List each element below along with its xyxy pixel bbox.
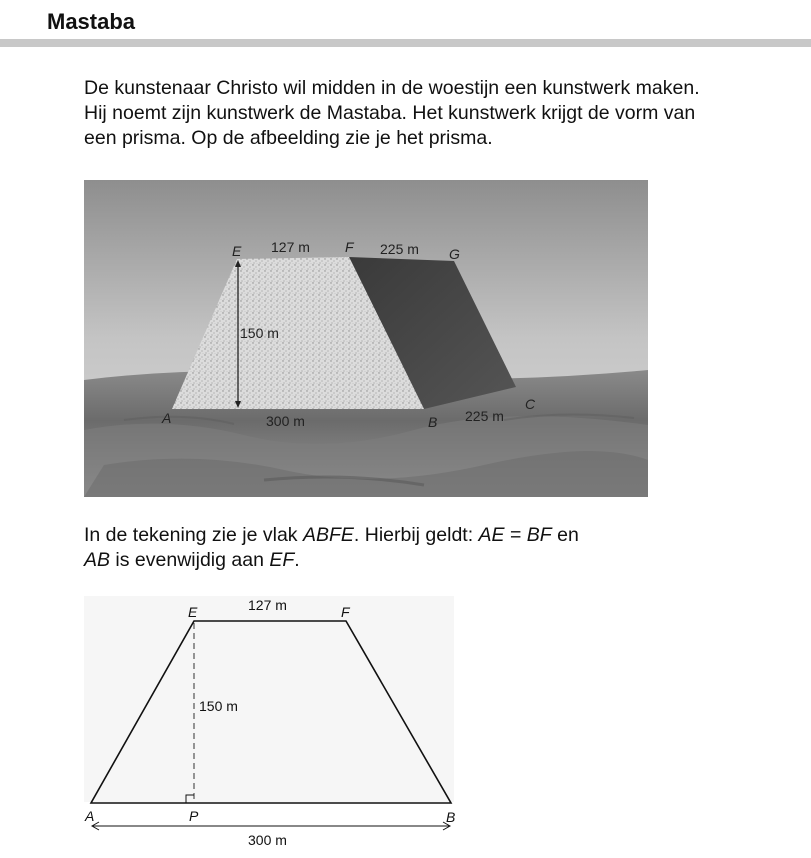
term-ef: EF	[269, 549, 295, 571]
drawing-vertex-e: E	[188, 604, 198, 620]
term-abfe: ABFE	[302, 524, 354, 546]
photo-vertex-c: C	[525, 396, 536, 412]
drawing-dim-ab: 300 m	[248, 832, 287, 848]
photo-vertex-e: E	[232, 243, 242, 259]
description-line-1: In de tekening zie je vlak ABFE. Hierbij geldt: AE = BF en	[84, 524, 579, 546]
description-text	[84, 523, 704, 573]
photo-vertex-b: B	[428, 414, 438, 430]
photo-dim-height: 150 m	[240, 325, 279, 341]
page-title: Mastaba	[47, 9, 136, 34]
term-bf: BF	[526, 524, 552, 546]
drawing-dim-height: 150 m	[199, 698, 238, 714]
photo-dim-ef: 127 m	[271, 239, 310, 255]
drawing-vertex-p: P	[189, 808, 199, 824]
mastaba-photo	[84, 180, 648, 497]
intro-line-3: een prisma. Op de afbeelding zie je het prisma.	[84, 127, 493, 149]
photo-dim-bc: 225 m	[465, 408, 504, 424]
drawing-vertex-a: A	[85, 808, 95, 824]
drawing-vertex-f: F	[341, 604, 350, 620]
drawing-vertex-b: B	[446, 809, 456, 825]
photo-vertex-a: A	[162, 410, 172, 426]
term-ab: AB	[84, 549, 111, 571]
photo-vertex-f: F	[345, 239, 354, 255]
term-ae: AE	[478, 524, 505, 546]
photo-dim-ab: 300 m	[266, 413, 305, 429]
trapezoid-drawing	[84, 594, 464, 854]
description-line-2: AB is evenwijdig aan EF.	[84, 549, 300, 571]
drawing-dim-ef: 127 m	[248, 597, 287, 613]
intro-line-2: Hij noemt zijn kunstwerk de Mastaba. Het kunstwerk krijgt de vorm van	[84, 102, 696, 124]
photo-dim-fg: 225 m	[380, 241, 419, 257]
intro-text	[84, 76, 774, 151]
intro-line-1: De kunstenaar Christo wil midden in de woestijn een kunstwerk maken.	[84, 77, 700, 99]
header-bar	[0, 39, 811, 47]
photo-vertex-g: G	[449, 246, 460, 262]
